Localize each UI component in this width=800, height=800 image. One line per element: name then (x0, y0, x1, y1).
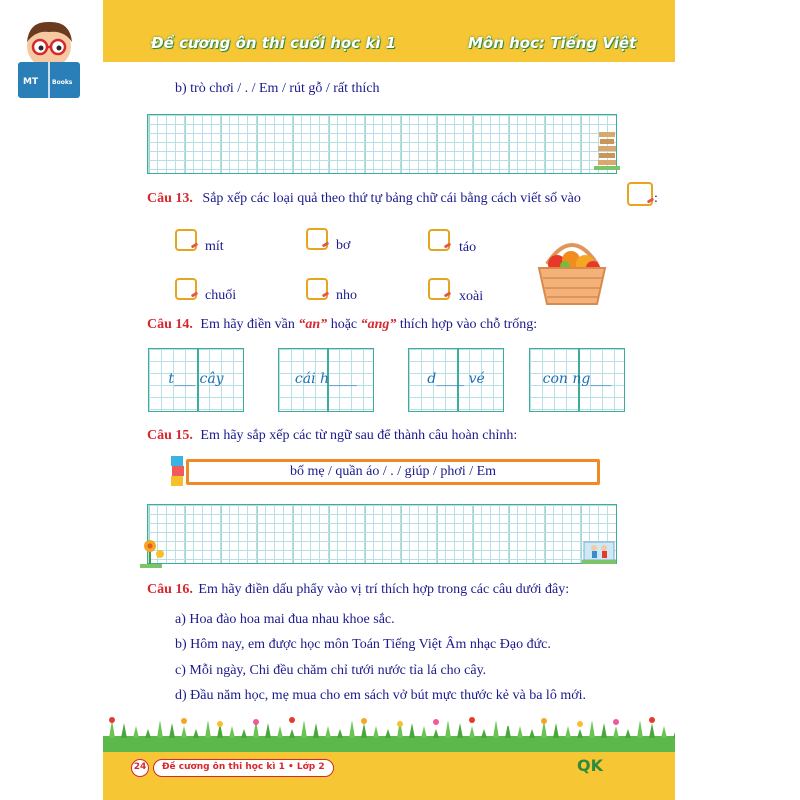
q16-item-a: a) Hoa đào hoa mai đua nhau khoe sắc. (175, 612, 395, 627)
q14-fill-text-4: con ng___ (542, 371, 612, 387)
jenga-tower-illustration (594, 122, 620, 172)
q13-example-box (627, 182, 653, 206)
q14-fill-text-2: cái h____ (294, 371, 358, 387)
q15-label: Câu 15. (147, 428, 193, 443)
fruit-number-box-xoai[interactable] (428, 278, 450, 300)
fruit-label-xoai: xoài (459, 289, 484, 304)
q14-fill-box-1[interactable] (148, 348, 244, 412)
page-footer (103, 752, 675, 800)
q12b-prompt: b) trò chơi / . / Em / rút gỗ / rất thích (175, 81, 380, 96)
q12b-writing-grid[interactable] (147, 114, 617, 174)
fruit-label-nho: nho (336, 288, 357, 303)
q14-text-or: hoặc (330, 317, 358, 332)
q15-text: Em hãy sắp xếp các từ ngữ sau để thành câu hoàn chỉnh: (200, 428, 518, 443)
q14-fill-text-3: d____ vé (427, 371, 485, 387)
q14-fill-box-4[interactable] (529, 348, 625, 412)
q14-option-ang: “ang” (360, 317, 397, 332)
q14-fill-box-2[interactable] (278, 348, 374, 412)
fruit-number-box-tao[interactable] (428, 229, 450, 251)
q14-fill-box-3[interactable] (408, 348, 504, 412)
footer-text: Đề cương ôn thi học kì 1 • Lớp 2 (153, 759, 334, 777)
fruit-number-box-bo[interactable] (306, 228, 328, 250)
mt-books-logo (14, 16, 84, 100)
q14-label: Câu 14. (147, 317, 193, 332)
footer-brand-logo: QK (577, 756, 603, 775)
header-title-right: Môn học: Tiếng Việt (468, 34, 637, 52)
logo-text-left: MT (23, 77, 39, 87)
q15-writing-grid[interactable] (147, 504, 617, 564)
q13-text: Sắp xếp các loại quả theo thứ tự bảng chữ cái bằng cách viết số vào (202, 191, 581, 206)
fruit-label-chuoi: chuối (205, 288, 237, 303)
q16-label: Câu 16. (147, 582, 193, 597)
page-number: 24 (131, 759, 149, 777)
fruit-label-bo: bơ (336, 238, 351, 253)
fruit-number-box-mit[interactable] (175, 229, 197, 251)
fruit-number-box-nho[interactable] (306, 278, 328, 300)
q16-item-b: b) Hôm nay, em được học môn Toán Tiếng Việt Âm nhạc Đạo đức. (175, 637, 551, 652)
fruit-label-tao: táo (459, 240, 477, 255)
q14-option-an: “an” (298, 317, 328, 332)
q13-label: Câu 13. (147, 191, 193, 206)
logo-text-right: Books (52, 79, 73, 86)
abc-blocks-icon (171, 456, 185, 486)
fruit-label-mit: mít (205, 239, 224, 254)
flower-illustration (138, 536, 166, 568)
header-title-left: Đề cương ôn thi cuối học kì 1 (151, 34, 397, 52)
q16-text: Em hãy điền dấu phẩy vào vị trí thích hợp trong các câu dưới đây: (198, 582, 570, 597)
q14-fill-text-1: t___ cây (168, 371, 224, 387)
q14-text-before: Em hãy điền vần (200, 317, 295, 332)
grass-flowers-decoration (103, 712, 675, 752)
q16-item-c: c) Mỗi ngày, Chi đều chăm chỉ tưới nước tỉa lá cho cây. (175, 663, 487, 678)
fruit-basket-illustration (535, 234, 609, 306)
q16-item-d: d) Đầu năm học, mẹ mua cho em sách vở bút mực thước kẻ và ba lô mới. (175, 688, 586, 703)
q15-phrase: bố mẹ / quần áo / . / giúp / phơi / Em (289, 464, 497, 479)
fruit-number-box-chuoi[interactable] (175, 278, 197, 300)
q15-phrase-bar (186, 459, 600, 485)
page-header (103, 0, 675, 62)
children-illustration (582, 534, 616, 564)
q14-text-after: thích hợp vào chỗ trống: (399, 317, 538, 332)
